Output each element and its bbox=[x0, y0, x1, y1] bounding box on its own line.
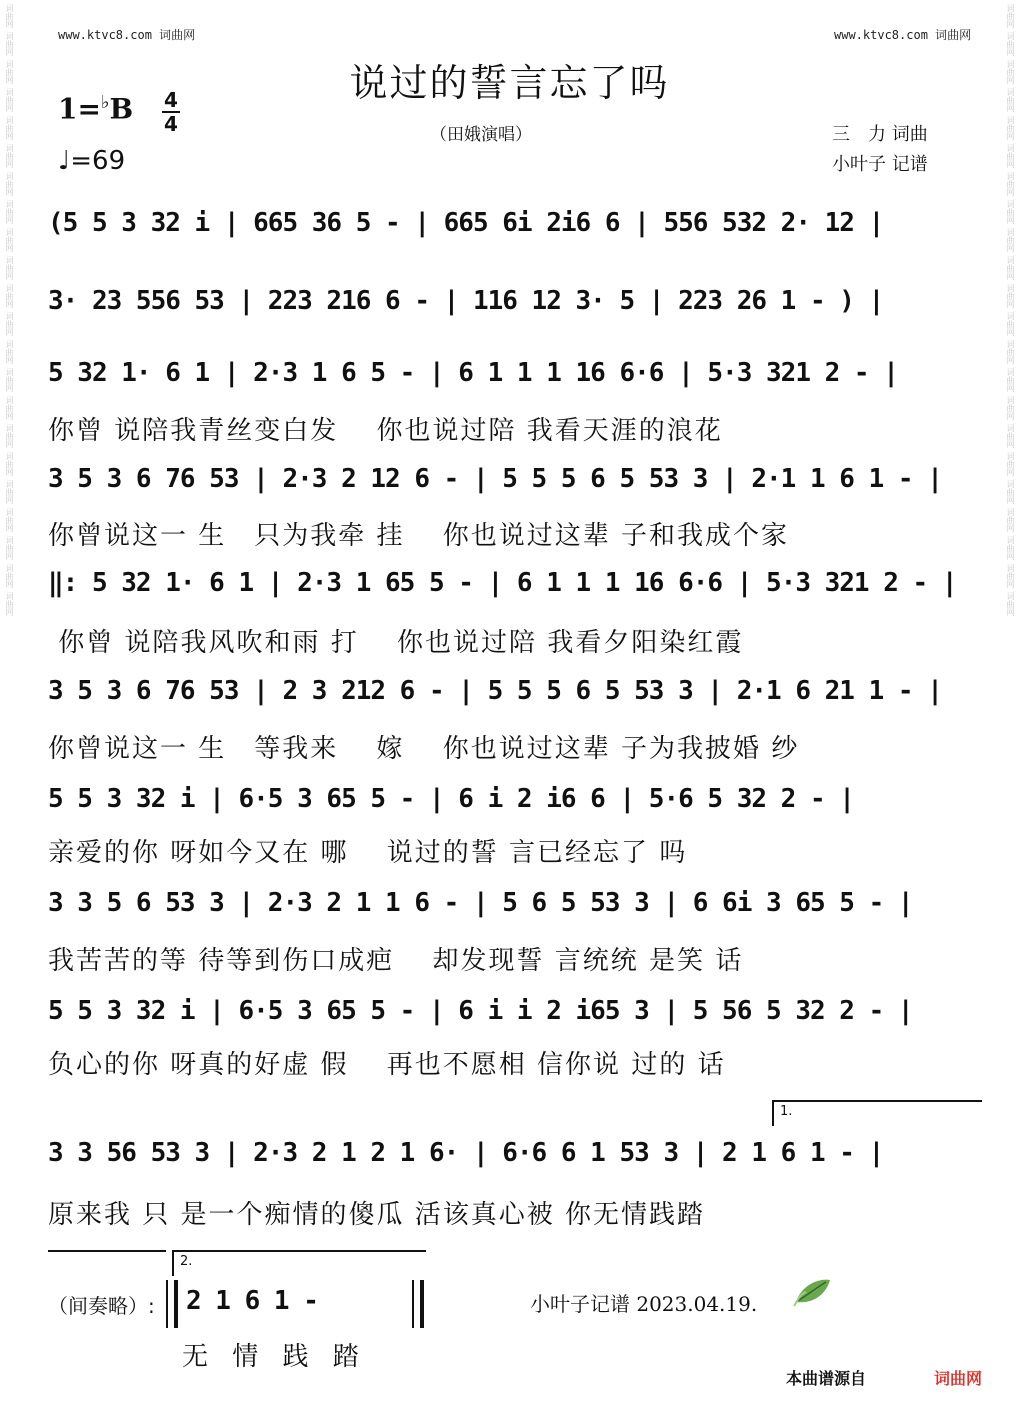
volta-bracket-first bbox=[772, 1100, 982, 1126]
watermark-stripe-text: 词曲网 bbox=[5, 256, 14, 280]
interlude-bracket bbox=[48, 1250, 166, 1252]
score-row-lyrics: 你曾 说陪我风吹和雨 打 你也说过陪 我看夕阳染红霞 bbox=[48, 628, 744, 658]
watermark-stripe-text: 词曲网 bbox=[1006, 256, 1015, 280]
interlude-note: （间奏略）: bbox=[48, 1294, 155, 1318]
score-row-lyrics: 原来我 只 是一个痴情的傻瓜 活该真心被 你无情践踏 bbox=[48, 1200, 706, 1230]
watermark-stripe-text: 词曲网 bbox=[1006, 424, 1015, 448]
final-barline bbox=[412, 1280, 424, 1328]
watermark-stripe-text: 词曲网 bbox=[5, 60, 14, 84]
score-row-lyrics: 你曾 说陪我青丝变白发 你也说过陪 我看天涯的浪花 bbox=[48, 416, 723, 446]
watermark-stripe-text: 词曲网 bbox=[5, 368, 14, 392]
watermark-stripe-text: 词曲网 bbox=[1006, 368, 1015, 392]
watermark-stripe-text: 词曲网 bbox=[1006, 144, 1015, 168]
score-row-notes: 5 32 1· 6 1 | 2·3 1 6 5 - | 6 1 1 1 16 6·6 | 5·3 321 2 - | bbox=[48, 358, 898, 388]
watermark-stripe-text: 词曲网 bbox=[5, 508, 14, 532]
watermark-stripe-text: 词曲网 bbox=[1006, 340, 1015, 364]
watermark-left: www.ktvc8.com 词曲网 bbox=[58, 28, 196, 42]
ending-notes: 2 1 6 1 - bbox=[186, 1286, 318, 1316]
meter-bottom: 4 bbox=[164, 112, 178, 136]
source-label: 本曲谱源自 bbox=[786, 1369, 867, 1388]
song-title: 说过的誓言忘了吗 bbox=[349, 61, 670, 105]
score-row-notes: 5 5 3 32 i | 6·5 3 65 5 - | 6 i 2 i6 6 | 5·6 5 32 2 - | bbox=[48, 784, 854, 814]
flat-symbol: ♭ bbox=[100, 92, 110, 113]
meter-top: 4 bbox=[164, 88, 178, 112]
credits bbox=[832, 120, 928, 180]
singer-credit: （田娥演唱） bbox=[430, 125, 532, 145]
watermark-stripe-text: 词曲网 bbox=[5, 340, 14, 364]
watermark-stripe-text: 词曲网 bbox=[5, 284, 14, 308]
tempo-marking: ♩=69 bbox=[58, 146, 126, 176]
time-signature bbox=[162, 90, 180, 134]
score-row-lyrics: 亲爱的你 呀如今又在 哪 说过的誓 言已经忘了 吗 bbox=[48, 838, 688, 868]
watermark-stripe-text: 词曲网 bbox=[1006, 88, 1015, 112]
watermark-stripe-text: 词曲网 bbox=[1006, 592, 1015, 616]
watermark-stripe-text: 词曲网 bbox=[5, 172, 14, 196]
score-row-notes: 3· 23 556 53 | 223 216 6 - | 116 12 3· 5 | 223 26 1 - ) | bbox=[48, 286, 884, 316]
watermark-stripe-text: 词曲网 bbox=[1006, 452, 1015, 476]
transcriber: 小叶子 记谱 bbox=[832, 154, 928, 175]
watermark-stripe-text: 词曲网 bbox=[5, 228, 14, 252]
watermark-stripe-text: 词曲网 bbox=[5, 480, 14, 504]
watermark-stripe-text: 词曲网 bbox=[5, 592, 14, 616]
lyricist-composer: 三 力 词曲 bbox=[832, 124, 928, 145]
ending-lyrics: 无 情 践 踏 bbox=[182, 1342, 367, 1372]
watermark-stripe-text: 词曲网 bbox=[1006, 508, 1015, 532]
score-row-notes: 5 5 3 32 i | 6·5 3 65 5 - | 6 i i 2 i65 3 | 5 56 5 32 2 - | bbox=[48, 996, 913, 1026]
score-row-lyrics: 你曾说这一 生 等我来 嫁 你也说过这辈 子为我披婚 纱 bbox=[48, 734, 800, 764]
watermark-stripe-text: 词曲网 bbox=[5, 144, 14, 168]
score-row-notes: (5 5 3 32 i | 665 36 5 - | 665 6i 2i6 6 | 556 532 2· 12 | bbox=[48, 208, 884, 238]
score-row-notes: 3 3 56 53 3 | 2·3 2 1 2 1 6· | 6·6 6 1 53 3 | 2 1 6 1 - | bbox=[48, 1138, 884, 1168]
watermark-stripe-text: 词曲网 bbox=[1006, 312, 1015, 336]
volta-first-label: 1. bbox=[780, 1104, 793, 1119]
volta-bracket-second bbox=[172, 1250, 426, 1276]
watermark-stripe-text: 词曲网 bbox=[1006, 564, 1015, 588]
score-row-lyrics: 负心的你 呀真的好虚 假 再也不愿相 信你说 过的 话 bbox=[48, 1050, 726, 1080]
watermark-stripe-left bbox=[2, 0, 16, 1415]
watermark-stripe-text: 词曲网 bbox=[1006, 480, 1015, 504]
watermark-stripe-text: 词曲网 bbox=[5, 424, 14, 448]
score-row-lyrics: 我苦苦的等 待等到伤口成疤 却发现誓 言统统 是笑 话 bbox=[48, 946, 744, 976]
leaf-icon bbox=[792, 1276, 832, 1308]
key-prefix: 1= bbox=[58, 92, 101, 126]
score-row-notes: ‖: 5 32 1· 6 1 | 2·3 1 65 5 - | 6 1 1 1 16 6·6 | 5·3 321 2 - | bbox=[48, 568, 957, 598]
watermark-stripe-text: 词曲网 bbox=[1006, 396, 1015, 420]
watermark-stripe-text: 词曲网 bbox=[5, 312, 14, 336]
watermark-stripe-text: 词曲网 bbox=[1006, 172, 1015, 196]
watermark-stripe-text: 词曲网 bbox=[1006, 536, 1015, 560]
score-row-lyrics: 你曾说这一 生 只为我牵 挂 你也说过这辈 子和我成个家 bbox=[48, 521, 790, 551]
watermark-stripe-text: 词曲网 bbox=[5, 536, 14, 560]
watermark-right: www.ktvc8.com 词曲网 bbox=[834, 28, 972, 42]
score-row-notes: 3 5 3 6 76 53 | 2 3 212 6 - | 5 5 5 6 5 53 3 | 2·1 6 21 1 - | bbox=[48, 676, 942, 706]
watermark-stripe-right bbox=[1003, 0, 1017, 1415]
watermark-stripe-text: 词曲网 bbox=[5, 88, 14, 112]
transcription-note: 小叶子记谱 2023.04.19. bbox=[530, 1292, 758, 1316]
watermark-stripe-text: 词曲网 bbox=[5, 452, 14, 476]
watermark-stripe-text: 词曲网 bbox=[5, 564, 14, 588]
watermark-stripe-text: 词曲网 bbox=[5, 116, 14, 140]
watermark-stripe-text: 词曲网 bbox=[5, 396, 14, 420]
watermark-stripe-text: 词曲网 bbox=[5, 200, 14, 224]
volta-second-label: 2. bbox=[180, 1254, 193, 1269]
watermark-stripe-text: 词曲网 bbox=[1006, 200, 1015, 224]
source-site-link[interactable]: 词曲网 bbox=[934, 1369, 983, 1388]
watermark-stripe-text: 词曲网 bbox=[1006, 32, 1015, 56]
watermark-stripe-text: 词曲网 bbox=[1006, 60, 1015, 84]
watermark-stripe-text: 词曲网 bbox=[5, 32, 14, 56]
score-row-notes: 3 5 3 6 76 53 | 2·3 2 12 6 - | 5 5 5 6 5 53 3 | 2·1 1 6 1 - | bbox=[48, 464, 942, 494]
repeat-barline bbox=[166, 1280, 178, 1328]
watermark-stripe-text: 词曲网 bbox=[1006, 228, 1015, 252]
watermark-stripe-text: 词曲网 bbox=[5, 4, 14, 28]
key-signature bbox=[58, 92, 133, 125]
score-row-notes: 3 3 5 6 53 3 | 2·3 2 1 1 6 - | 5 6 5 53 3 | 6 6i 3 65 5 - | bbox=[48, 888, 913, 918]
watermark-stripe-text: 词曲网 bbox=[1006, 116, 1015, 140]
watermark-stripe-text: 词曲网 bbox=[1006, 4, 1015, 28]
watermark-stripe-text: 词曲网 bbox=[1006, 284, 1015, 308]
key-letter: B bbox=[109, 92, 134, 126]
